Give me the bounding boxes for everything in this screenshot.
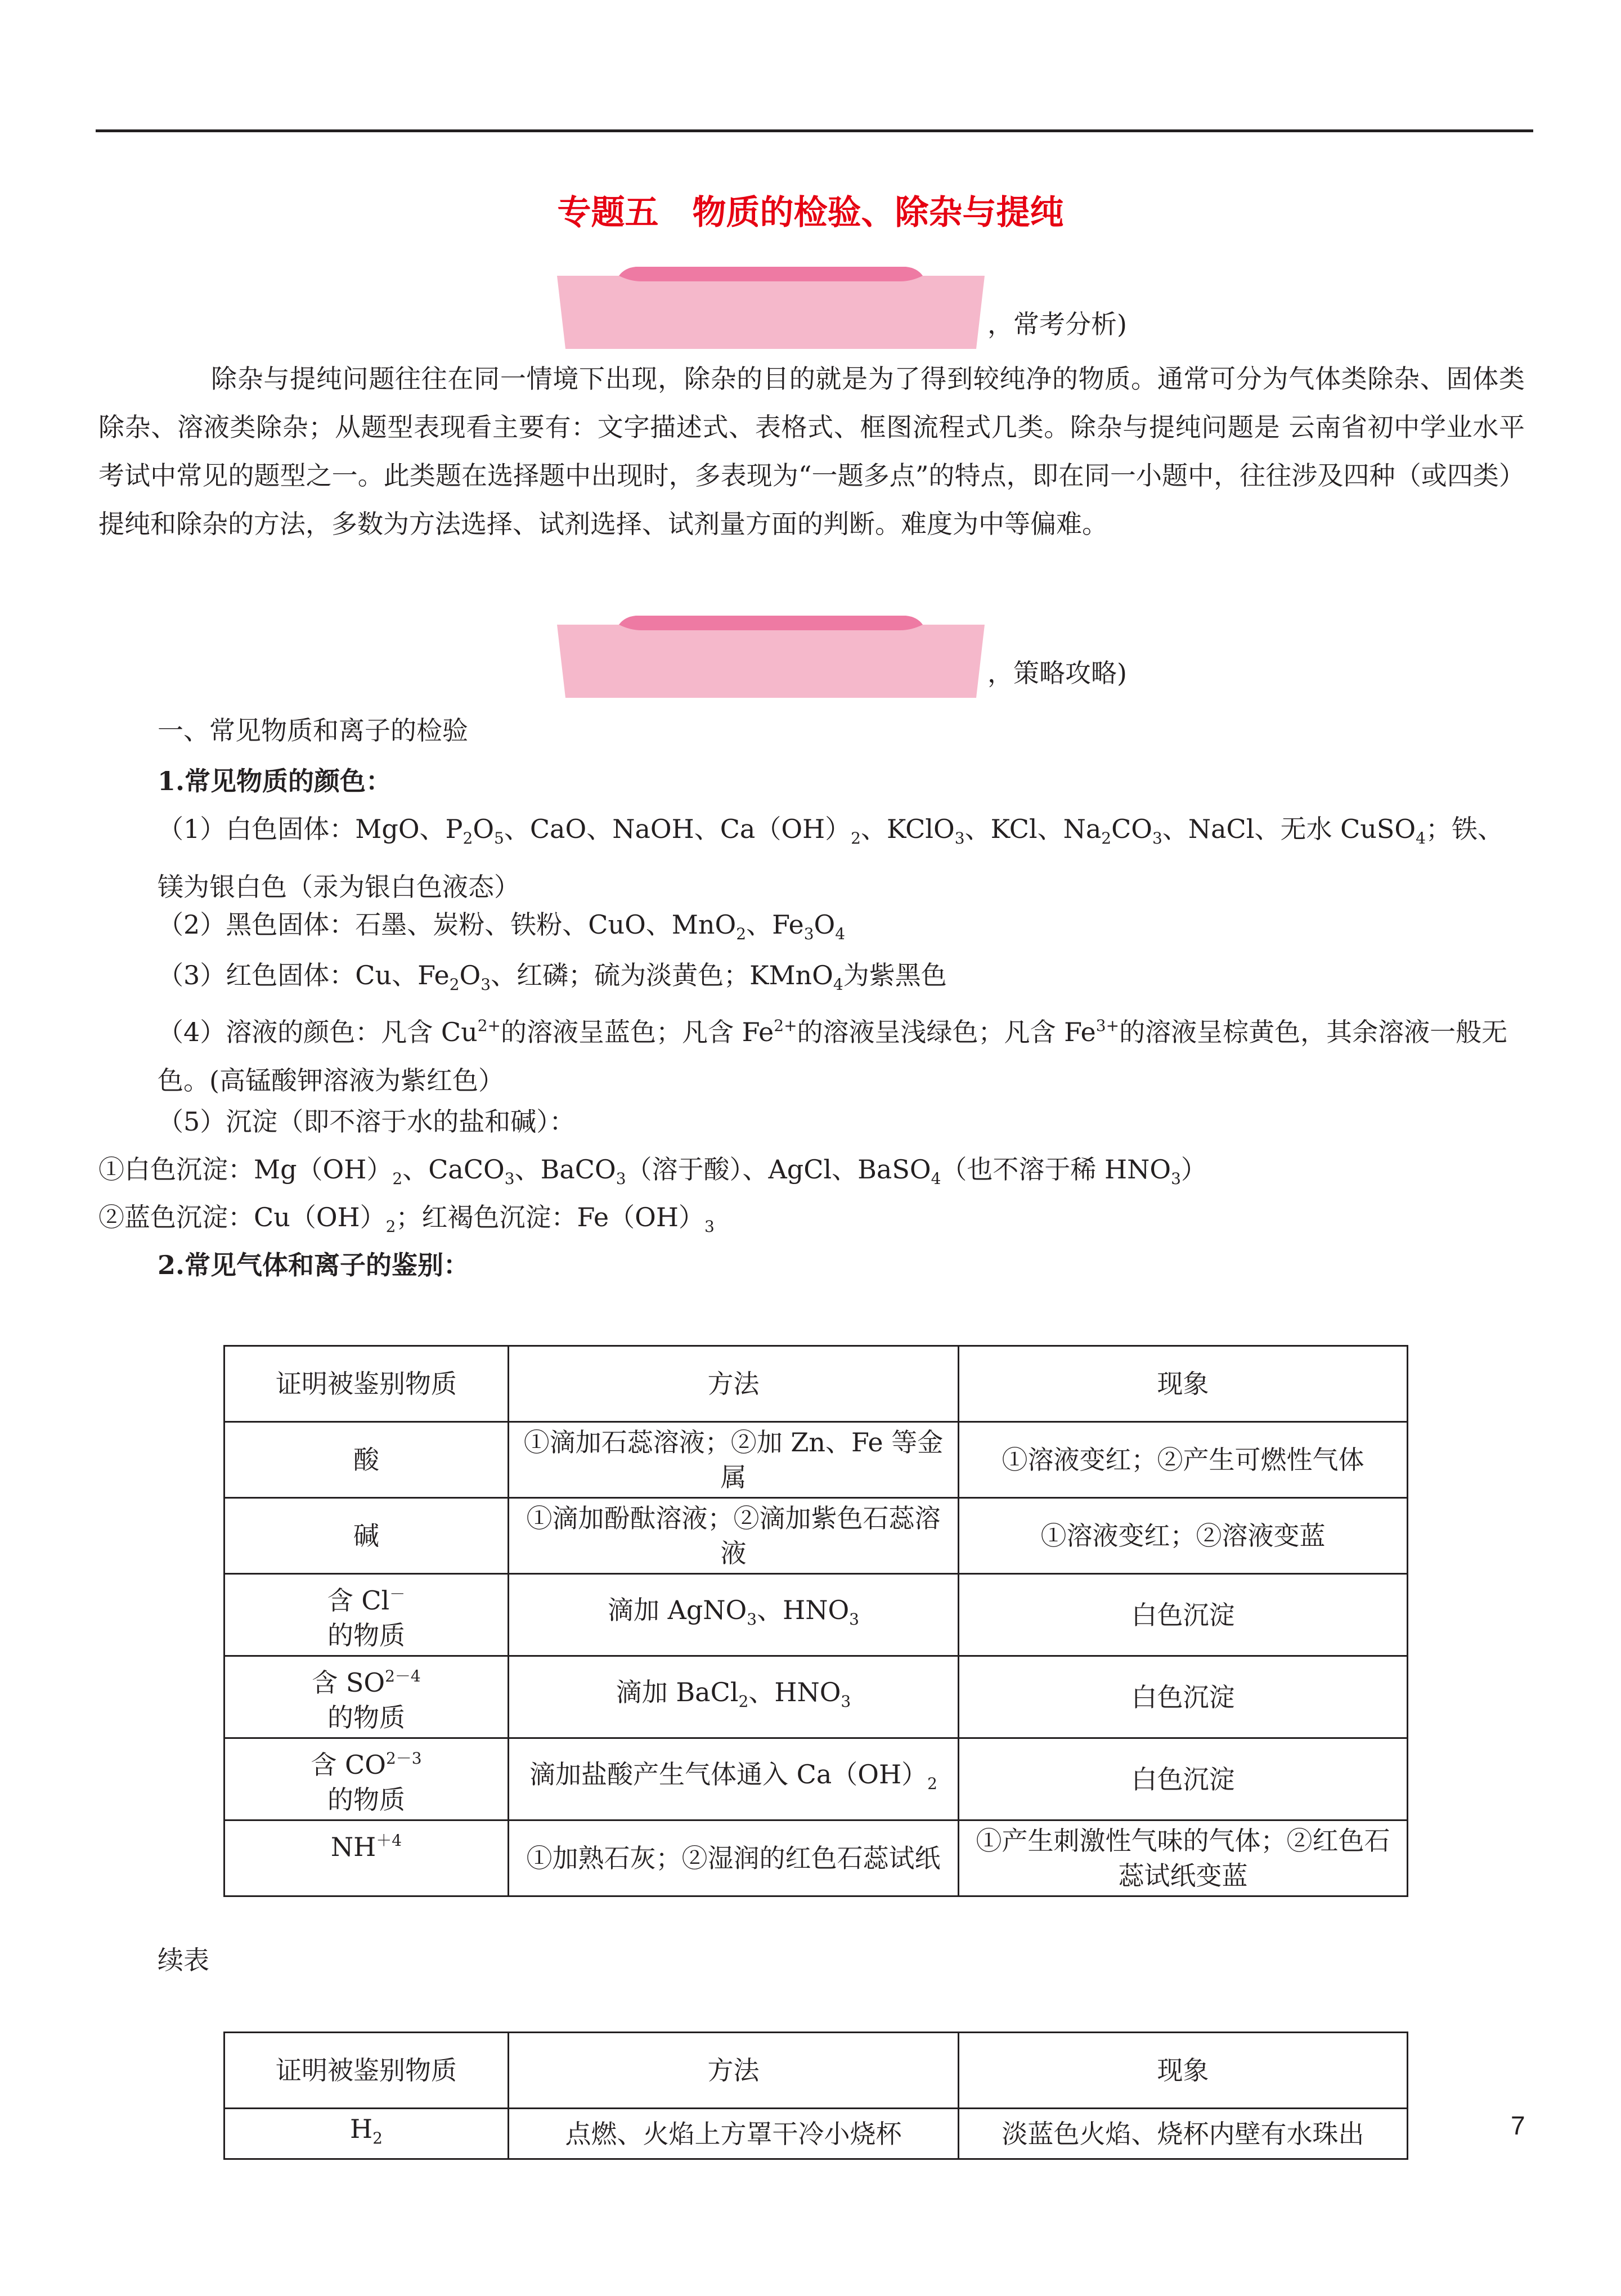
cell-phenomenon: ①溶液变红；②产生可燃性气体	[959, 1422, 1408, 1498]
cell-phenomenon: ①溶液变红；②溶液变蓝	[959, 1498, 1408, 1574]
text: ；红褐色沉淀：Fe（OH）	[396, 1202, 704, 1232]
text: （溶于酸）、AgCl、BaSO	[626, 1154, 931, 1185]
table-row	[224, 1820, 1408, 1896]
section-banner-strategy	[557, 613, 1127, 698]
text: H	[350, 2114, 373, 2144]
header-method: 方法	[509, 1346, 959, 1422]
text: 、KClO	[860, 814, 955, 844]
page-title: 专题五 物质的检验、除杂与提纯	[557, 193, 1064, 232]
cell-method: ①加熟石灰；②湿润的红色石蕊试纸	[509, 1820, 959, 1896]
text: 、KCl、Na	[964, 814, 1102, 844]
table-row	[224, 1656, 1408, 1738]
cell-method: 滴加 AgNO$_3$、$HNO_3$	[509, 1574, 959, 1656]
text: ）	[1180, 1154, 1207, 1185]
header-phenomenon: 现象	[959, 2033, 1408, 2109]
text: 的溶液呈蓝色；凡含 Fe	[501, 1017, 774, 1047]
cell-phenomenon: 淡蓝色火焰、烧杯内壁有水珠出	[959, 2109, 1408, 2159]
heading-gases-ions: 2.常见气体和离子的鉴别：	[158, 1250, 470, 1280]
text: 含 CO	[311, 1750, 386, 1780]
page-number: 7	[1511, 2111, 1525, 2140]
text: CO	[1111, 814, 1153, 844]
white-precipitates: ①白色沉淀：$Mg(OH)_2$、CaCO$_3$、BaCO$_3$（溶于酸）、AgCl、BaSO$_4$（也不溶于稀 $HNO_3$）	[98, 1154, 1207, 1188]
item-solution-colors: （4）溶液的颜色：凡含 $Cu^{2+}$的溶液呈蓝色；凡含 $Fe^{2+}$的溶液呈浅绿色；凡含 $Fe^{3+}$的溶液呈棕黄色，其余溶液一般无色。(高锰酸钾溶液为紫红色）	[158, 1016, 1508, 1096]
text: 的溶液呈棕黄色，其余溶液一般无色。(高锰酸钾溶液为紫红色）	[158, 1017, 1508, 1096]
cell-substance	[224, 1656, 509, 1738]
table-row	[224, 1498, 1408, 1574]
text: 的溶液呈浅绿色；凡含 Fe	[797, 1017, 1096, 1047]
cell-method: 点燃、火焰上方罩干冷小烧杯	[509, 2109, 959, 2159]
text: 的物质	[327, 1620, 405, 1651]
text: （2）黑色固体：石墨、炭粉、铁粉、CuO、MnO	[158, 909, 737, 940]
text: 、红磷；硫为淡黄色；KMnO	[491, 960, 833, 990]
text: 2－4	[385, 1667, 421, 1685]
header-rule	[96, 129, 1533, 132]
text: O	[459, 960, 481, 990]
cell-substance: $H_2$	[224, 2109, 509, 2159]
cell-method: 滴加盐酸产生气体通入 $Ca(OH)_2$	[509, 1738, 959, 1820]
text: NH	[330, 1832, 376, 1862]
section-label-strategy: ，策略攻略)	[987, 658, 1127, 688]
header-substance: 证明被鉴别物质	[224, 2033, 509, 2109]
cell-substance: 碱	[224, 1498, 509, 1574]
heading-detection: 一、常见物质和离子的检验	[158, 715, 468, 746]
text: 滴加 AgNO	[608, 1595, 747, 1625]
item-precipitates: （5）沉淀（即不溶于水的盐和碱）：	[158, 1106, 576, 1137]
cell-method: 滴加 BaCl$_2$、$HNO_3$	[509, 1656, 959, 1738]
header-phenomenon: 现象	[959, 1346, 1408, 1422]
text: ＋4	[376, 1831, 402, 1850]
text: O	[814, 909, 836, 940]
text: 滴加盐酸产生气体通入 Ca（OH）	[529, 1759, 928, 1790]
header-substance: 证明被鉴别物质	[224, 1346, 509, 1422]
text: 的物质	[327, 1702, 405, 1733]
text: ；铁、镁为银白色（汞为银白色液态）	[158, 814, 1503, 902]
table-row	[224, 2109, 1408, 2159]
text: ②蓝色沉淀：Cu（OH）	[98, 1202, 386, 1232]
banner-decoration	[557, 613, 985, 698]
text: O	[473, 814, 495, 844]
text: 、HNO	[748, 1677, 841, 1707]
cell-substance	[224, 1820, 509, 1896]
text: （4）溶液的颜色：凡含 Cu	[158, 1017, 478, 1047]
banner-decoration	[557, 264, 985, 349]
text: ①白色沉淀：Mg（OH）	[98, 1154, 393, 1185]
text: 含 SO	[312, 1667, 385, 1698]
item-white-solids: （1）白色固体：MgO、$P_2O_5$、CaO、NaOH、$Ca(OH)_2$、KClO$_3$、KCl、$Na_2CO_3$、NaCl、无水 CuSO$_4$；铁、镁为银白色（汞为银白色液态）	[158, 814, 1503, 902]
section-banner-analysis	[557, 264, 1127, 349]
text: 的物质	[327, 1784, 405, 1815]
cell-phenomenon: 白色沉淀	[959, 1738, 1408, 1820]
section-label-analysis: ，常考分析)	[987, 309, 1127, 339]
text: 2－3	[385, 1749, 422, 1768]
text: 、HNO	[757, 1595, 850, 1625]
identification-table	[223, 1345, 1408, 1897]
text: 、CaO、NaOH、Ca（OH）	[504, 814, 851, 844]
colored-precipitates: ②蓝色沉淀：$Cu(OH)_2$；红褐色沉淀：$Fe(OH)_3$	[98, 1202, 715, 1236]
text: 、NaCl、无水 CuSO	[1162, 814, 1416, 844]
text: 、Fe	[746, 909, 804, 940]
heading-colors: 1.常见物质的颜色：	[158, 766, 392, 796]
continued-label: 续表	[158, 1945, 209, 1975]
text: 为紫黑色	[843, 960, 947, 990]
cell-substance: 酸	[224, 1422, 509, 1498]
text: 、BaCO	[514, 1154, 616, 1185]
text: －	[389, 1585, 406, 1603]
table-row	[224, 1422, 1408, 1498]
table-header-row	[224, 2033, 1408, 2109]
table-header-row	[224, 1346, 1408, 1422]
table-row	[224, 1738, 1408, 1820]
cell-substance	[224, 1738, 509, 1820]
text: （3）红色固体：Cu、Fe	[158, 960, 450, 990]
cell-phenomenon: 白色沉淀	[959, 1656, 1408, 1738]
cell-method: ①滴加石蕊溶液；②加 Zn、Fe 等金属	[509, 1422, 959, 1498]
cell-method: ①滴加酚酞溶液；②滴加紫色石蕊溶液	[509, 1498, 959, 1574]
header-method: 方法	[509, 2033, 959, 2109]
text: （也不溶于稀 HNO	[941, 1154, 1171, 1185]
cell-substance	[224, 1574, 509, 1656]
cell-phenomenon: 白色沉淀	[959, 1574, 1408, 1656]
text: 滴加 BaCl	[616, 1677, 739, 1707]
intro-paragraph: 除杂与提纯问题往往在同一情境下出现，除杂的目的就是为了得到较纯净的物质。通常可分为气体类除杂、固体类除杂、溶液类除杂；从题型表现看主要有：文字描述式、表格式、框图流程式几类。除杂与提纯问题是 云南省初中学业水平考试中常见的题型之一。此类题在选择题中出现时，多表现为“一题多点”的特点，即在同一小题中，往往涉及四种（或四类）提纯和除杂的方法，多数为方法选择、试剂选择、试剂量方面的判断。难度为中等偏难。	[98, 364, 1525, 539]
table-row	[224, 1574, 1408, 1656]
item-red-solids: （3）红色固体：Cu、$Fe_2O_3$、红磷；硫为淡黄色；KMnO$_4$为紫黑色	[158, 960, 947, 994]
cell-phenomenon: ①产生刺激性气味的气体；②红色石蕊试纸变蓝	[959, 1820, 1408, 1896]
text: （1）白色固体：MgO、P	[158, 814, 463, 844]
text: 、CaCO	[402, 1154, 505, 1185]
text: 含 Cl	[327, 1585, 390, 1616]
identification-table-continued	[223, 2032, 1408, 2160]
item-black-solids: （2）黑色固体：石墨、炭粉、铁粉、CuO、MnO$_2$、$Fe_3O_4$	[158, 909, 846, 943]
